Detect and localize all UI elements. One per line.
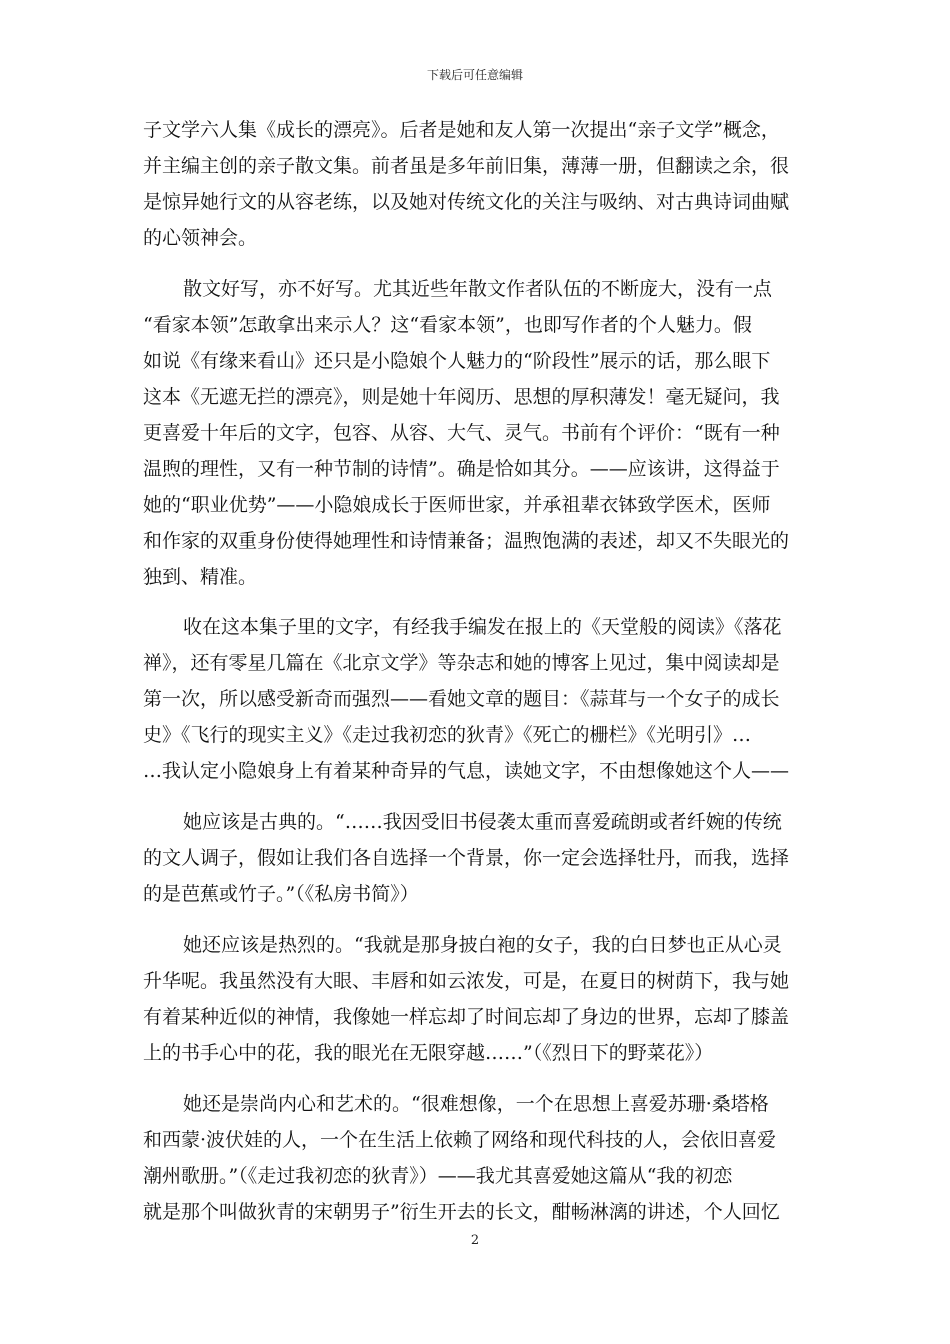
text-line: …我认定小隐娘身上有着某种奇异的气息，读她文字，不由想像她这个人—— xyxy=(143,760,790,782)
text-line: 她的“职业优势”——小隐娘成长于医师世家，并承祖辈衣钵致学医术，医师 xyxy=(143,494,771,516)
text-line: 禅》，还有零星几篇在《北京文学》等杂志和她的博客上见过，集中阅读却是 xyxy=(143,652,780,674)
page-header: 下载后可任意编辑 xyxy=(426,68,523,82)
text-line: 第一次，所以感受新奇而强烈——看她文章的题目：《蒜茸与一个女子的成长 xyxy=(143,688,780,710)
text-line: 散文好写，亦不好写。尤其近些年散文作者队伍的不断庞大，没有一点 xyxy=(183,278,773,300)
text-line: 是惊异她行文的从容老练，以及她对传统文化的关注与吸纳、对古典诗词曲赋 xyxy=(143,191,790,213)
text-line: 她应该是古典的。“……我因受旧书侵袭太重而喜爱疏朗或者纤婉的传统 xyxy=(183,811,782,833)
text-line: 独到、精准。 xyxy=(143,566,258,588)
text-line: 收在这本集子里的文字，有经我手编发在报上的《天堂般的阅读》《落花 xyxy=(183,616,782,638)
text-line: 子文学六人集《成长的漂亮》。后者是她和友人第一次提出“亲子文学”概念， xyxy=(143,119,780,141)
text-line: 升华呢。我虽然没有大眼、丰唇和如云浓发，可是，在夏日的树荫下，我与她 xyxy=(143,970,790,992)
text-line: 如说《有缘来看山》还只是小隐娘个人魅力的“阶段性”展示的话，那么眼下 xyxy=(143,350,771,372)
text-line: 就是那个叫做狄青的宋朝男子”衍生开去的长文，酣畅淋漓的讲述，个人回忆 xyxy=(143,1201,780,1223)
text-line: 她还是崇尚内心和艺术的。“很难想像，一个在思想上喜爱苏珊·桑塔格 xyxy=(183,1093,769,1115)
text-line: 她还应该是热烈的。“我就是那身披白袍的女子，我的白日梦也正从心灵 xyxy=(183,934,782,956)
text-line: 并主编主创的亲子散文集。前者虽是多年前旧集，薄薄一册，但翻读之余，很 xyxy=(143,155,790,177)
text-line: 和西蒙·波伏娃的人，一个在生活上依赖了网络和现代科技的人，会依旧喜爱 xyxy=(143,1129,777,1151)
text-line: 潮州歌册。”（《走过我初恋的狄青》）——我尤其喜爱她这篇从“我的初恋 xyxy=(143,1165,733,1187)
text-line: 的心领神会。 xyxy=(143,227,258,249)
text-line: 的文人调子，假如让我们各自选择一个背景，你一定会选择牡丹，而我，选择 xyxy=(143,847,790,869)
text-line: 更喜爱十年后的文字，包容、从容、大气、灵气。书前有个评价：“既有一种 xyxy=(143,422,780,444)
text-line: 史》《飞行的现实主义》《走过我初恋的狄青》《死亡的栅栏》《光明引》… xyxy=(143,724,752,746)
text-line: 上的书手心中的花，我的眼光在无限穿越……”（《烈日下的野菜花》） xyxy=(143,1042,714,1064)
text-line: 温煦的理性，又有一种节制的诗情”。确是恰如其分。——应该讲，这得益于 xyxy=(143,458,780,480)
text-line: 这本《无遮无拦的漂亮》，则是她十年阅历、思想的厚积薄发！毫无疑问，我 xyxy=(143,386,780,408)
page-number: 2 xyxy=(470,1233,480,1248)
text-line: 的是芭蕉或竹子。”（《私房书简》） xyxy=(143,883,419,905)
text-line: 和作家的双重身份使得她理性和诗情兼备；温煦饱满的表述，却又不失眼光的 xyxy=(143,530,790,552)
text-line: 有着某种近似的神情，我像她一样忘却了时间忘却了身边的世界，忘却了膝盖 xyxy=(143,1006,790,1028)
text-line: “看家本领”怎敢拿出来示人？这“看家本领”，也即写作者的个人魅力。假 xyxy=(143,314,752,336)
